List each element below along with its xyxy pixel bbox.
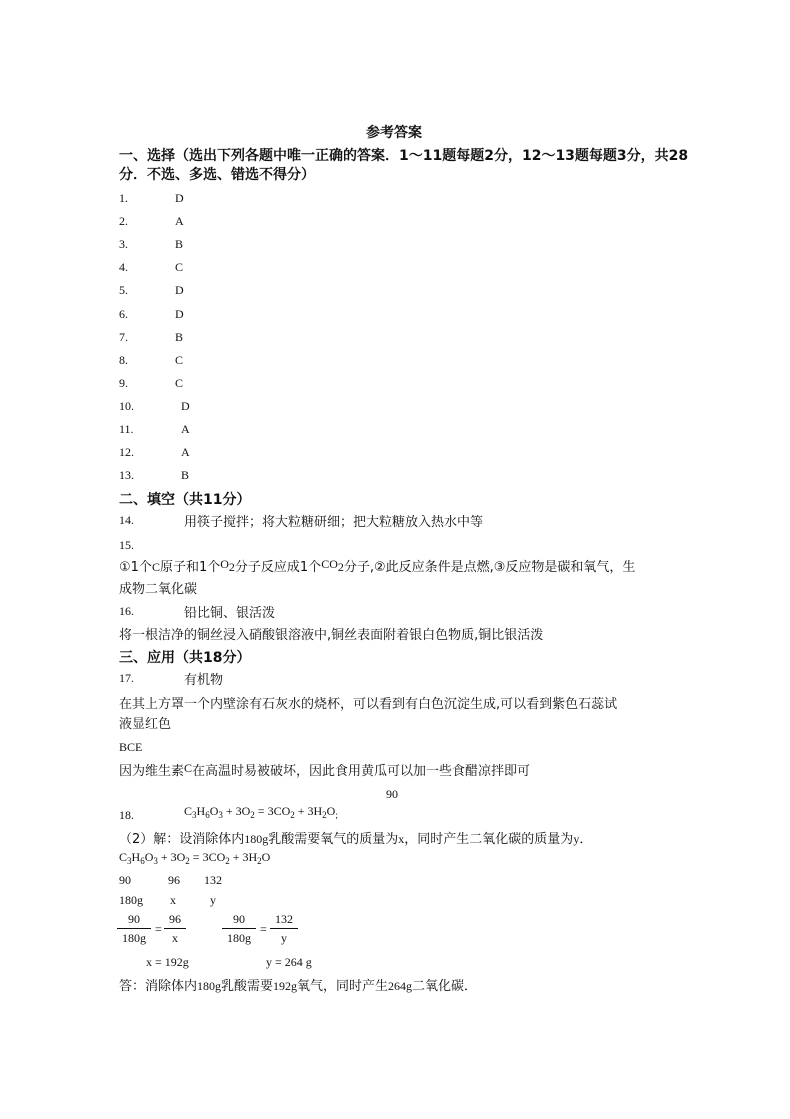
fraction-132-y: $\frac{132}{y}$ <box>270 912 298 946</box>
q18-equation: $C_3H_6O_3 + 3O_2 = 3CO_2 + 3H_2O_;$ <box>184 804 338 820</box>
choice-question-number: 2. <box>119 214 128 228</box>
final-answer: 答：消除体内180g乳酸需要192g氧气，同时产生264g二氧化碳． <box>119 979 478 994</box>
choice-answer-letter: B <box>181 468 190 482</box>
choice-question-number: 7. <box>119 330 128 344</box>
x-result: x = 192g <box>146 955 189 969</box>
ratio-oxygen: 96 <box>168 873 180 887</box>
q15-answer: ①1个C原子和1个O2分子反应成1个CO2分子,②此反应条件是点燃,③反应物是碳和氧气，生 <box>119 557 636 575</box>
q16-answer-cont: 将一根洁净的铜丝浸入硝酸银溶液中,铜丝表面附着银白色物质,铜比银活泼 <box>119 628 544 643</box>
choice-question-number: 9. <box>119 376 128 390</box>
choice-answer-letter: D <box>175 191 184 205</box>
choice-answer-letter: A <box>181 422 190 436</box>
q17-answer-line3: 液显红色 <box>119 717 172 732</box>
q17-answer-line5: 因为维生素C在高温时易被破坏，因此食用黄瓜可以加一些食醋凉拌即可 <box>119 761 531 779</box>
choice-answer-letter: C <box>175 353 184 367</box>
choice-question-number: 11. <box>119 422 134 436</box>
value-y: y <box>210 893 216 907</box>
q14-answer: 用筷子搅拌；将大粒糖研细；把大粒糖放入热水中等 <box>184 515 484 530</box>
choice-answer-letter: C <box>175 260 184 274</box>
q17-number: 17. <box>119 671 134 685</box>
choice-answer-letter: D <box>175 307 184 321</box>
y-result: y = 264 g <box>266 955 312 969</box>
q18-number: 18. <box>119 808 134 822</box>
choice-answer-letter: A <box>175 214 184 228</box>
q17-answer: 有机物 <box>184 673 224 688</box>
q15-number: 15. <box>119 538 134 552</box>
choice-answer-letter: B <box>175 330 184 344</box>
choice-question-number: 3. <box>119 237 128 251</box>
fraction-90-180g-b: $\frac{90}{180g}$ <box>222 912 256 946</box>
choice-answer-letter: D <box>181 399 190 413</box>
choice-question-number: 12. <box>119 445 134 459</box>
choice-question-number: 8. <box>119 353 128 367</box>
equals-sign-b: = <box>260 922 267 936</box>
section3-heading: 三、应用（共18分） <box>119 650 251 666</box>
page-title: 参考答案 <box>366 125 422 141</box>
q18-equation-2: $C_3H_6O_3 + 3O_2 = 3CO_2 + 3H_2O$ <box>119 850 271 866</box>
q18-over-label: 90 <box>386 787 398 801</box>
section2-heading: 二、填空（共11分） <box>119 492 251 508</box>
section1-heading-cont: 分．不选、多选、错选不得分） <box>119 167 315 183</box>
q15-answer-cont: 成物二氧化碳 <box>119 582 198 597</box>
q17-answer-line2: 在其上方罩一个内壁涂有石灰水的烧杯，可以看到有白色沉淀生成,可以看到紫色石蕊试 <box>119 697 618 712</box>
choice-question-number: 4. <box>119 260 128 274</box>
q14-number: 14. <box>119 513 134 527</box>
value-lactic: 180g <box>119 893 143 907</box>
choice-question-number: 1. <box>119 191 128 205</box>
ratio-oxygen-lactic: 90 <box>119 873 131 887</box>
fraction-90-180g: $\frac{90}{180g}$ <box>117 912 151 946</box>
ratio-co2: 132 <box>204 873 222 887</box>
choice-question-number: 5. <box>119 283 128 297</box>
section1-heading: 一、选择（选出下列各题中唯一正确的答案．1～11题每题2分，12～13题每题3分，共28 <box>119 148 689 164</box>
equals-sign: = <box>155 922 162 936</box>
q18-part2-setup: （2）解：设消除体内180g乳酸需要氧气的质量为x，同时产生二氧化碳的质量为y． <box>119 832 593 847</box>
choice-question-number: 13. <box>119 468 134 482</box>
value-x: x <box>170 893 176 907</box>
fraction-96-x: $\frac{96}{x}$ <box>164 912 186 946</box>
q16-answer: 铅比铜、银活泼 <box>184 606 276 621</box>
choice-answer-letter: A <box>181 445 190 459</box>
choice-answer-letter: C <box>175 376 184 390</box>
q16-number: 16. <box>119 604 134 618</box>
q17-answer-line4: BCE <box>119 740 143 754</box>
choice-question-number: 6. <box>119 307 128 321</box>
choice-answer-letter: D <box>175 283 184 297</box>
choice-question-number: 10. <box>119 399 134 413</box>
choice-answer-letter: B <box>175 237 184 251</box>
